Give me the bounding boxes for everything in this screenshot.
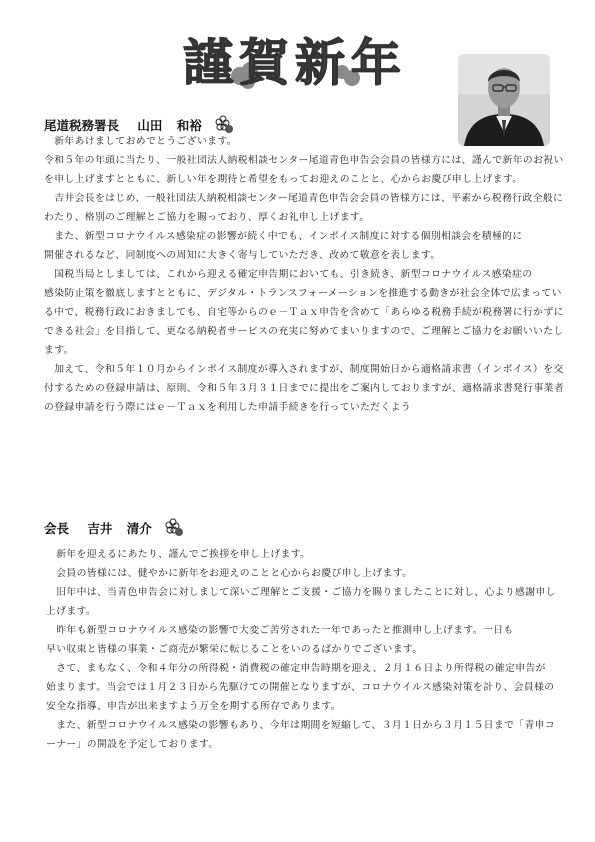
greeting1-paragraph: 吉井会長をはじめ、一般社団法人納税相談センター尾道青色申告会会員の皆様方には、平素から税務行政全般にわたり、格別のご理解とご協力を賜っており、厚くお礼申し上げます。 [44,193,564,223]
flower-icon [212,114,234,134]
greeting2-paragraph: 早い収束と皆様の事業・ご商売が繁栄に転じることをいのるばかりでございます。 [46,644,423,655]
greeting2-surname: 吉井 [87,521,113,536]
title-art [170,26,420,96]
greeting1-paragraph: 加えて、令和５年１０月からインボイス制度が導入されますが、制度開始日から適格請求書（インボイス）を交付するための登録申請は、原則、令和５年３月３１日までに提出をご案内しておりますが、適格請求書発行事業者の登録申請を行う際にはｅ－Ｔａｘを利用した申請手続きを行っていただくよう [44,364,565,413]
greeting2-paragraph: 旧年中は、当青色申告会に対しまして深いご理解とご支援・ご協力を賜りましたことに対し、心より感謝申し上げます。 [46,587,556,617]
greeting2-paragraph: 会員の皆様には、健やかに新年をお迎えのことと心からお慶び申し上げます。 [46,568,413,579]
greeting2-paragraph: 昨年も新型コロナウイルス感染の影響で大変ご苦労された一年であったと推測申し上げます。一日も [46,625,514,636]
greeting1-paragraph: また、新型コロナウイルス感染症の影響が続く中でも、インボイス制度に対する個別相談会を積極的に [44,231,523,242]
greeting1-surname: 山田 [137,118,163,133]
greeting2-body [46,545,556,754]
greeting1-header [44,114,564,134]
greeting2-paragraph: また、新型コロナウイルス感染の影響もあり、今年は期間を短縮して、３月１日から３月１５日まで「青申コーナー」の開設を予定しております。 [46,720,556,750]
greeting2-header [44,517,564,537]
greeting1-paragraph: 令和５年の年頭に当たり、一般社団法人納税相談センター尾道青色申告会会員の皆様方には、謹んで新年のお祝いを申し上げますとともに、新しい年を期待と希望をもってお迎えのことと、心からお慶び申し上げます。 [44,155,564,185]
greeting2-given-name: 清介 [126,521,152,536]
greeting1-paragraph: 開催されるなど、同制度への周知に大きく寄与していただき、改めて敬意を表します。 [44,250,441,261]
greeting2-paragraph: 新年を迎えるにあたり、謹んでご挨拶を申し上げます。 [46,549,311,560]
greeting2-paragraph: さて、まもなく、令和４年分の所得税・消費税の確定申告時期を迎え、２月１６日より所得税の確定申告が始まります。当会では１月２３日から先駆けての開催となりますが、コロナウイルス感染対策を計り、会員様の安全な指導、申告が出来ますよう万全を期する所存であります。 [46,663,555,712]
greeting1-paragraph: 感染防止策を徹底しますとともに、デジタル・トランスフォーメーションを推進する動きが社会全体で広まっている中で、税務行政におきましても、自宅等からのｅ－Ｔａｘ申告を含めて「あらゆる税務手続が税務署に行かずにできる社会」を目指して、更なる納税者サービスの充実に努めてまいりますので、ご理解とご協力をお願いいたします。 [44,288,564,356]
greeting1-role: 尾道税務署長 [44,118,120,133]
greeting1-body [44,132,566,510]
greeting1-paragraph: 新年あけましておめでとうございます。 [44,136,237,147]
greeting1-given-name: 和裕 [176,118,202,133]
flower-icon [162,517,184,537]
title-text: 謹賀新年 [183,34,407,92]
greeting1-paragraph: 国税当局としましては、これから迎える確定申告期においても、引き続き、新型コロナウイルス感染症の [44,269,533,280]
greeting2-role: 会長 [44,521,70,536]
page-title [170,26,420,96]
